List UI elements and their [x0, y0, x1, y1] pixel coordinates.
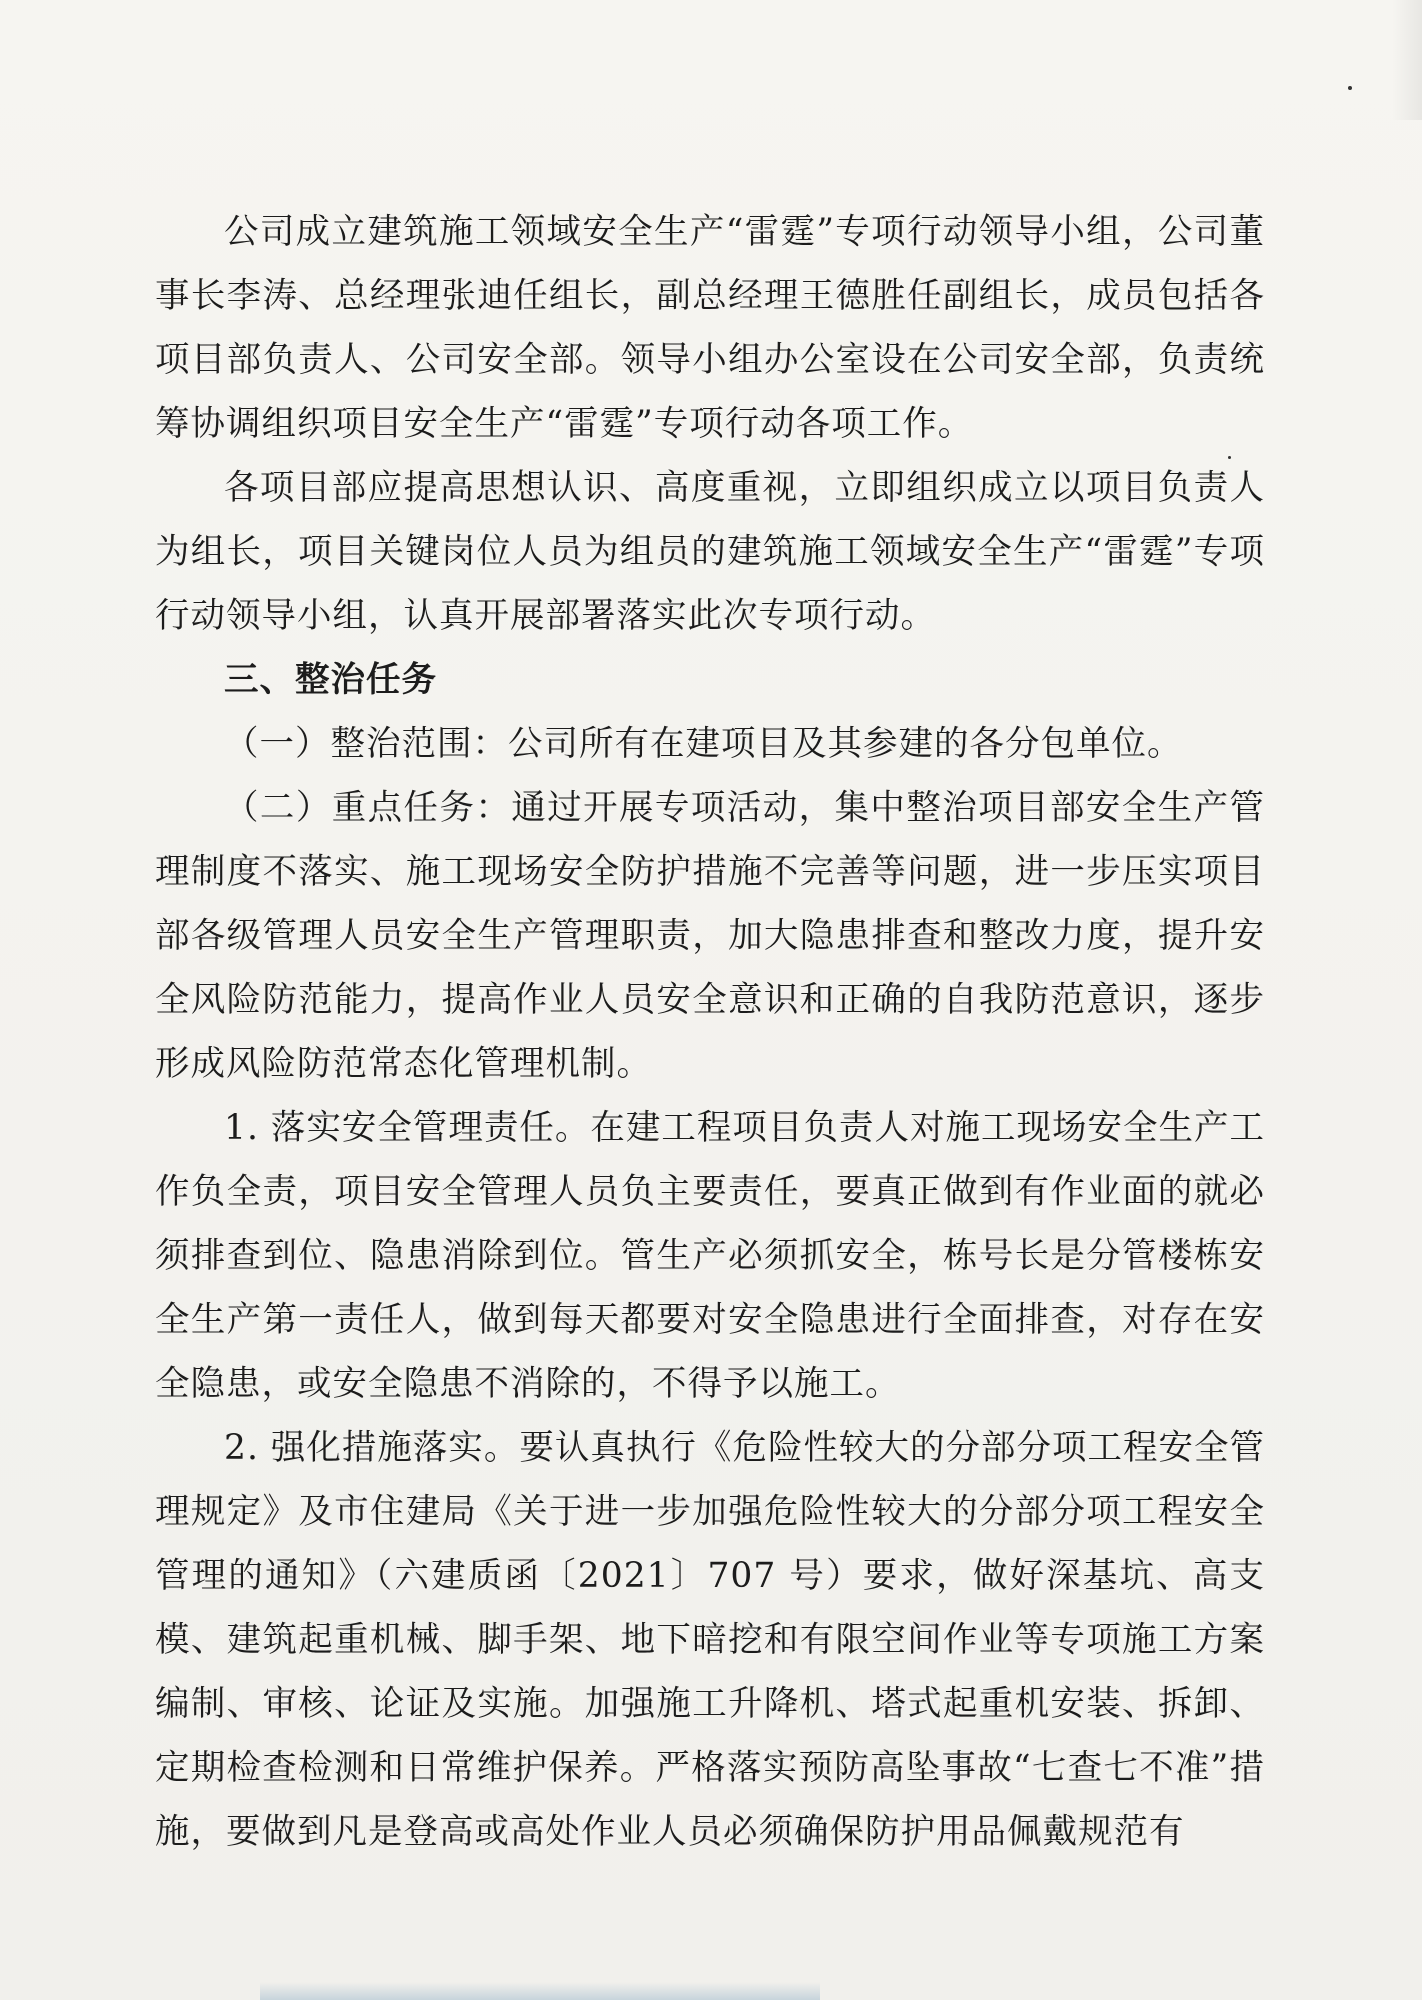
page-edge-shadow — [1392, 0, 1422, 120]
scan-speck — [1348, 86, 1352, 90]
section-heading: 三、整治任务 — [224, 660, 437, 700]
paragraph-key-tasks: （二）重点任务：通过开展专项活动，集中整治项目部安全生产管理制度不落实、施工现场安全防护措施不完善等问题，进一步压实项目部各级管理人员安全生产管理职责，加大隐患排查和整改力度，提升安全风险防范能力，提高作业人员安全意识和正确的自我防范意识，逐步形成风险防范常态化管理机制。 — [155, 788, 1265, 1084]
paragraph-scope: （一）整治范围：公司所有在建项目及其参建的各分包单位。 — [224, 724, 1183, 764]
paragraph-leadership-group: 公司成立建筑施工领域安全生产“雷霆”专项行动领导小组，公司董事长李涛、总经理张迪任组长，副总经理王德胜任副组长，成员包括各项目部负责人、公司安全部。领导小组办公室设在公司安全部，负责统筹协调组织项目安全生产“雷霆”专项行动各项工作。 — [155, 212, 1265, 444]
paragraph-item-1: 1. 落实安全管理责任。在建工程项目负责人对施工现场安全生产工作负全责，项目安全管理人员负主要责任，要真正做到有作业面的就必须排查到位、隐患消除到位。管生产必须抓安全，栋号长是分管楼栋安全生产第一责任人，做到每天都要对安全隐患进行全面排查，对存在安全隐患，或安全隐患不消除的，不得予以施工。 — [155, 1108, 1265, 1404]
scan-artifact-band — [260, 1982, 820, 2000]
paragraph-project-departments: 各项目部应提高思想认识、高度重视，立即组织成立以项目负责人为组长，项目关键岗位人员为组员的建筑施工领域安全生产“雷霆”专项行动领导小组，认真开展部署落实此次专项行动。 — [155, 468, 1265, 636]
paragraph-item-2: 2. 强化措施落实。要认真执行《危险性较大的分部分项工程安全管理规定》及市住建局《关于进一步加强危险性较大的分部分项工程安全管理的通知》（六建质函〔2021〕707 号）要求，做好深基坑、高支模、建筑起重机械、脚手架、地下暗挖和有限空间作业等专项施工方案编制、审核、论证及实施。加强施工升降机、塔式起重机安装、拆卸、定期检查检测和日常维护保养。严格落实预防高坠事故“七查七不准”措施，要做到凡是登高或高处作业人员必须确保防护用品佩戴规范有 — [155, 1428, 1265, 1852]
document-body — [155, 200, 1265, 1864]
